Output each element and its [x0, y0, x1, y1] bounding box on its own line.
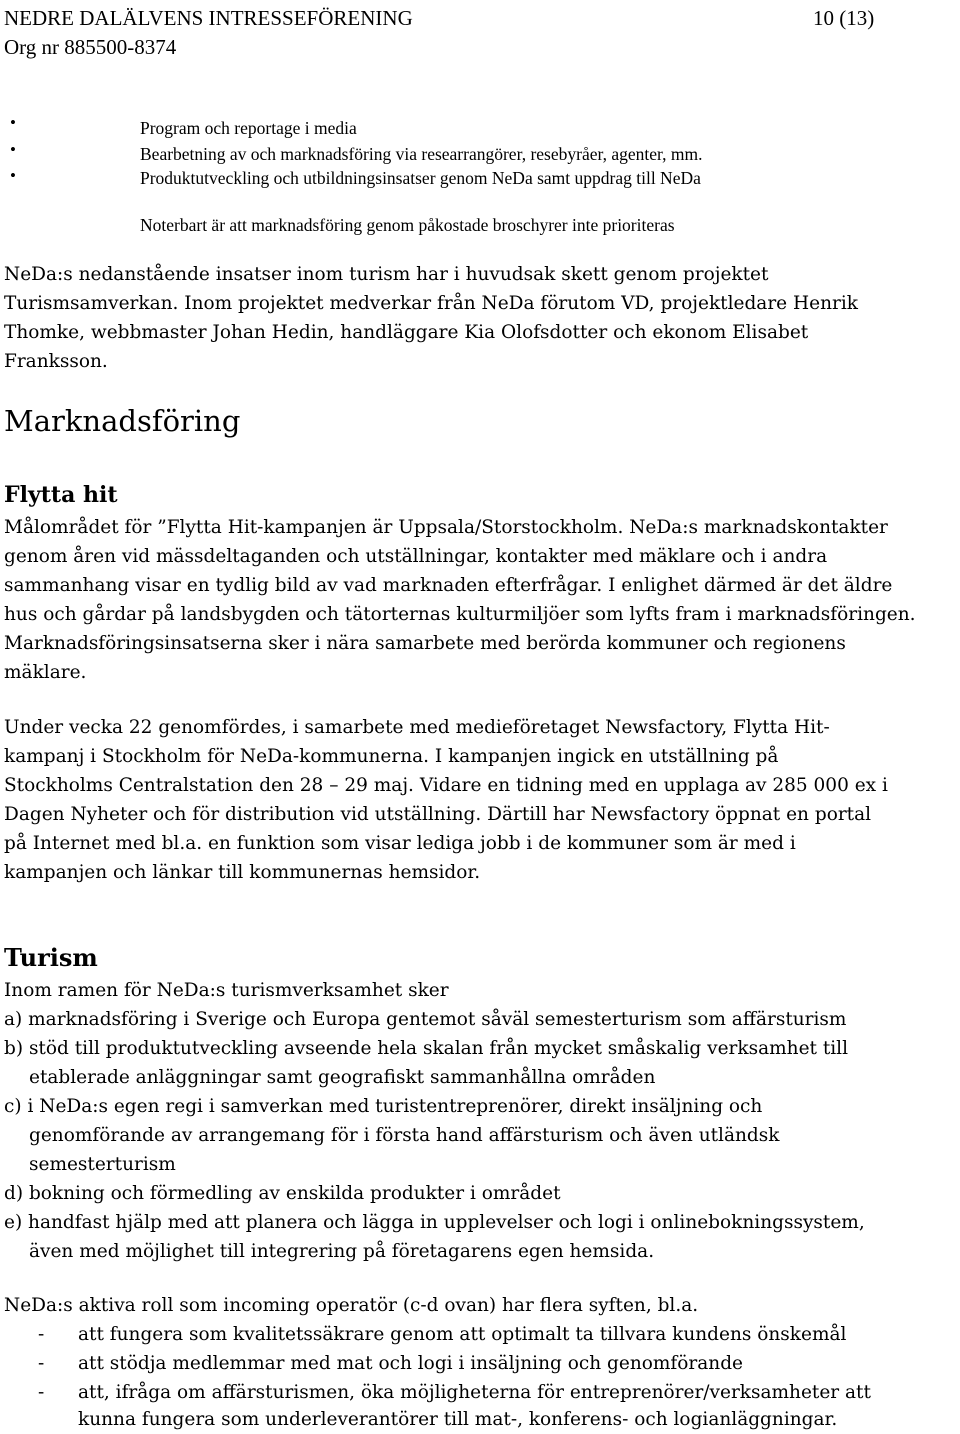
- vecka-line: Under vecka 22 genomfördes, i samarbete med medieföretaget Newsfactory, Flytta Hit-: [4, 717, 830, 738]
- vecka-line: kampanj i Stockholm för NeDa-kommunerna. I kampanjen ingick en utställning på: [4, 746, 779, 767]
- bullet-item: Bearbetning av och marknadsföring via researrangörer, resebyråer, agenter, mm.: [140, 144, 703, 164]
- turism-item-c: c) i NeDa:s egen regi i samverkan med turistentreprenörer, direkt insäljning och: [4, 1096, 763, 1117]
- intro-line: Turismsamverkan. Inom projektet medverkar från NeDa förutom VD, projektledare Henrik: [4, 293, 858, 314]
- intro-line: NeDa:s nedanstående insatser inom turism har i huvudsak skett genom projektet: [4, 264, 769, 285]
- turism-intro: Inom ramen för NeDa:s turismverksamhet sker: [4, 980, 449, 1001]
- flytta-paragraph: [4, 513, 949, 687]
- bullet-item: Program och reportage i media: [140, 118, 357, 138]
- flytta-line: sammanhang visar en tydlig bild av vad marknaden efterfrågar. I enlighet därmed är det äldre: [4, 575, 893, 596]
- flytta-line: hus och gårdar på landsbygden och tätorternas kulturmiljöer som lyfts fram i marknadsföringen.: [4, 604, 916, 625]
- turism-item-b-cont: etablerade anläggningar samt geografiskt sammanhållna områden: [29, 1067, 656, 1088]
- page-number: 10 (13): [813, 6, 875, 30]
- dash-icon: -: [38, 1353, 45, 1374]
- bullet-dot-icon: •: [10, 166, 16, 185]
- heading-marknadsforing: Marknadsföring: [4, 404, 241, 438]
- incoming-item: att stödja medlemmar med mat och logi i insäljning och genomförande: [78, 1353, 743, 1374]
- dash-icon: -: [38, 1324, 45, 1345]
- flytta-line: genom åren vid mässdeltaganden och utställningar, kontakter med mäklare och i andra: [4, 546, 828, 567]
- incoming-item-cont: kunna fungera som underleverantörer till mat-, konferens- och logianläggningar.: [78, 1409, 838, 1430]
- turism-list: [4, 976, 949, 1266]
- turism-item-c-cont: genomförande av arrangemang för i första hand affärsturism och även utländsk: [29, 1125, 780, 1146]
- vecka-paragraph: [4, 713, 949, 887]
- intro-line: Thomke, webbmaster Johan Hedin, handläggare Kia Olofsdotter och ekonom Elisabet: [4, 322, 809, 343]
- dash-icon: -: [38, 1382, 45, 1403]
- turism-item-c-cont: semesterturism: [29, 1154, 176, 1175]
- bullet-dot-icon: •: [10, 113, 16, 132]
- vecka-line: på Internet med bl.a. en funktion som visar lediga jobb i de kommuner som är med i: [4, 833, 796, 854]
- intro-line: Franksson.: [4, 351, 108, 372]
- flytta-line: Målområdet för ”Flytta Hit-kampanjen är Uppsala/Storstockholm. NeDa:s marknadskontakter: [4, 517, 888, 538]
- turism-item-b: b) stöd till produktutveckling avseende hela skalan från mycket småskalig verksamhet till: [4, 1038, 849, 1059]
- incoming-intro: NeDa:s aktiva roll som incoming operatör (c-d ovan) har flera syften, bl.a.: [4, 1295, 699, 1316]
- turism-item-e: e) handfast hjälp med att planera och lägga in upplevelser och logi i onlinebokningssystem,: [4, 1212, 865, 1233]
- flytta-line: Marknadsföringsinsatserna sker i nära samarbete med berörda kommuner och regionens: [4, 633, 846, 654]
- heading-turism: Turism: [4, 943, 98, 972]
- turism-item-a: a) marknadsföring i Sverige och Europa gentemot såväl semesterturism som affärsturism: [4, 1009, 847, 1030]
- intro-paragraph: [4, 260, 949, 376]
- vecka-line: Stockholms Centralstation den 28 – 29 maj. Vidare en tidning med en upplaga av 285 000 ex i: [4, 775, 888, 796]
- note-text: Noterbart är att marknadsföring genom påkostade broschyrer inte prioriteras: [140, 215, 675, 235]
- flytta-line: mäklare.: [4, 662, 87, 683]
- incoming-item: att fungera som kvalitetssäkrare genom att optimalt ta tillvara kundens önskemål: [78, 1324, 847, 1345]
- turism-item-e-cont: även med möjlighet till integrering på företagarens egen hemsida.: [29, 1241, 655, 1262]
- org-name: NEDRE DALÄLVENS INTRESSEFÖRENING: [4, 6, 413, 30]
- org-number: Org nr 885500-8374: [4, 35, 177, 59]
- bullet-dot-icon: •: [10, 140, 16, 159]
- incoming-item: att, ifråga om affärsturismen, öka möjligheterna för entreprenörer/verksamheter att: [78, 1382, 871, 1403]
- turism-item-d: d) bokning och förmedling av enskilda produkter i området: [4, 1183, 561, 1204]
- vecka-line: Dagen Nyheter och för distribution vid utställning. Därtill har Newsfactory öppnat en portal: [4, 804, 872, 825]
- vecka-line: kampanjen och länkar till kommunernas hemsidor.: [4, 862, 481, 883]
- heading-flytta-hit: Flytta hit: [4, 482, 118, 508]
- bullet-item: Produktutveckling och utbildningsinsatser genom NeDa samt uppdrag till NeDa: [140, 168, 701, 188]
